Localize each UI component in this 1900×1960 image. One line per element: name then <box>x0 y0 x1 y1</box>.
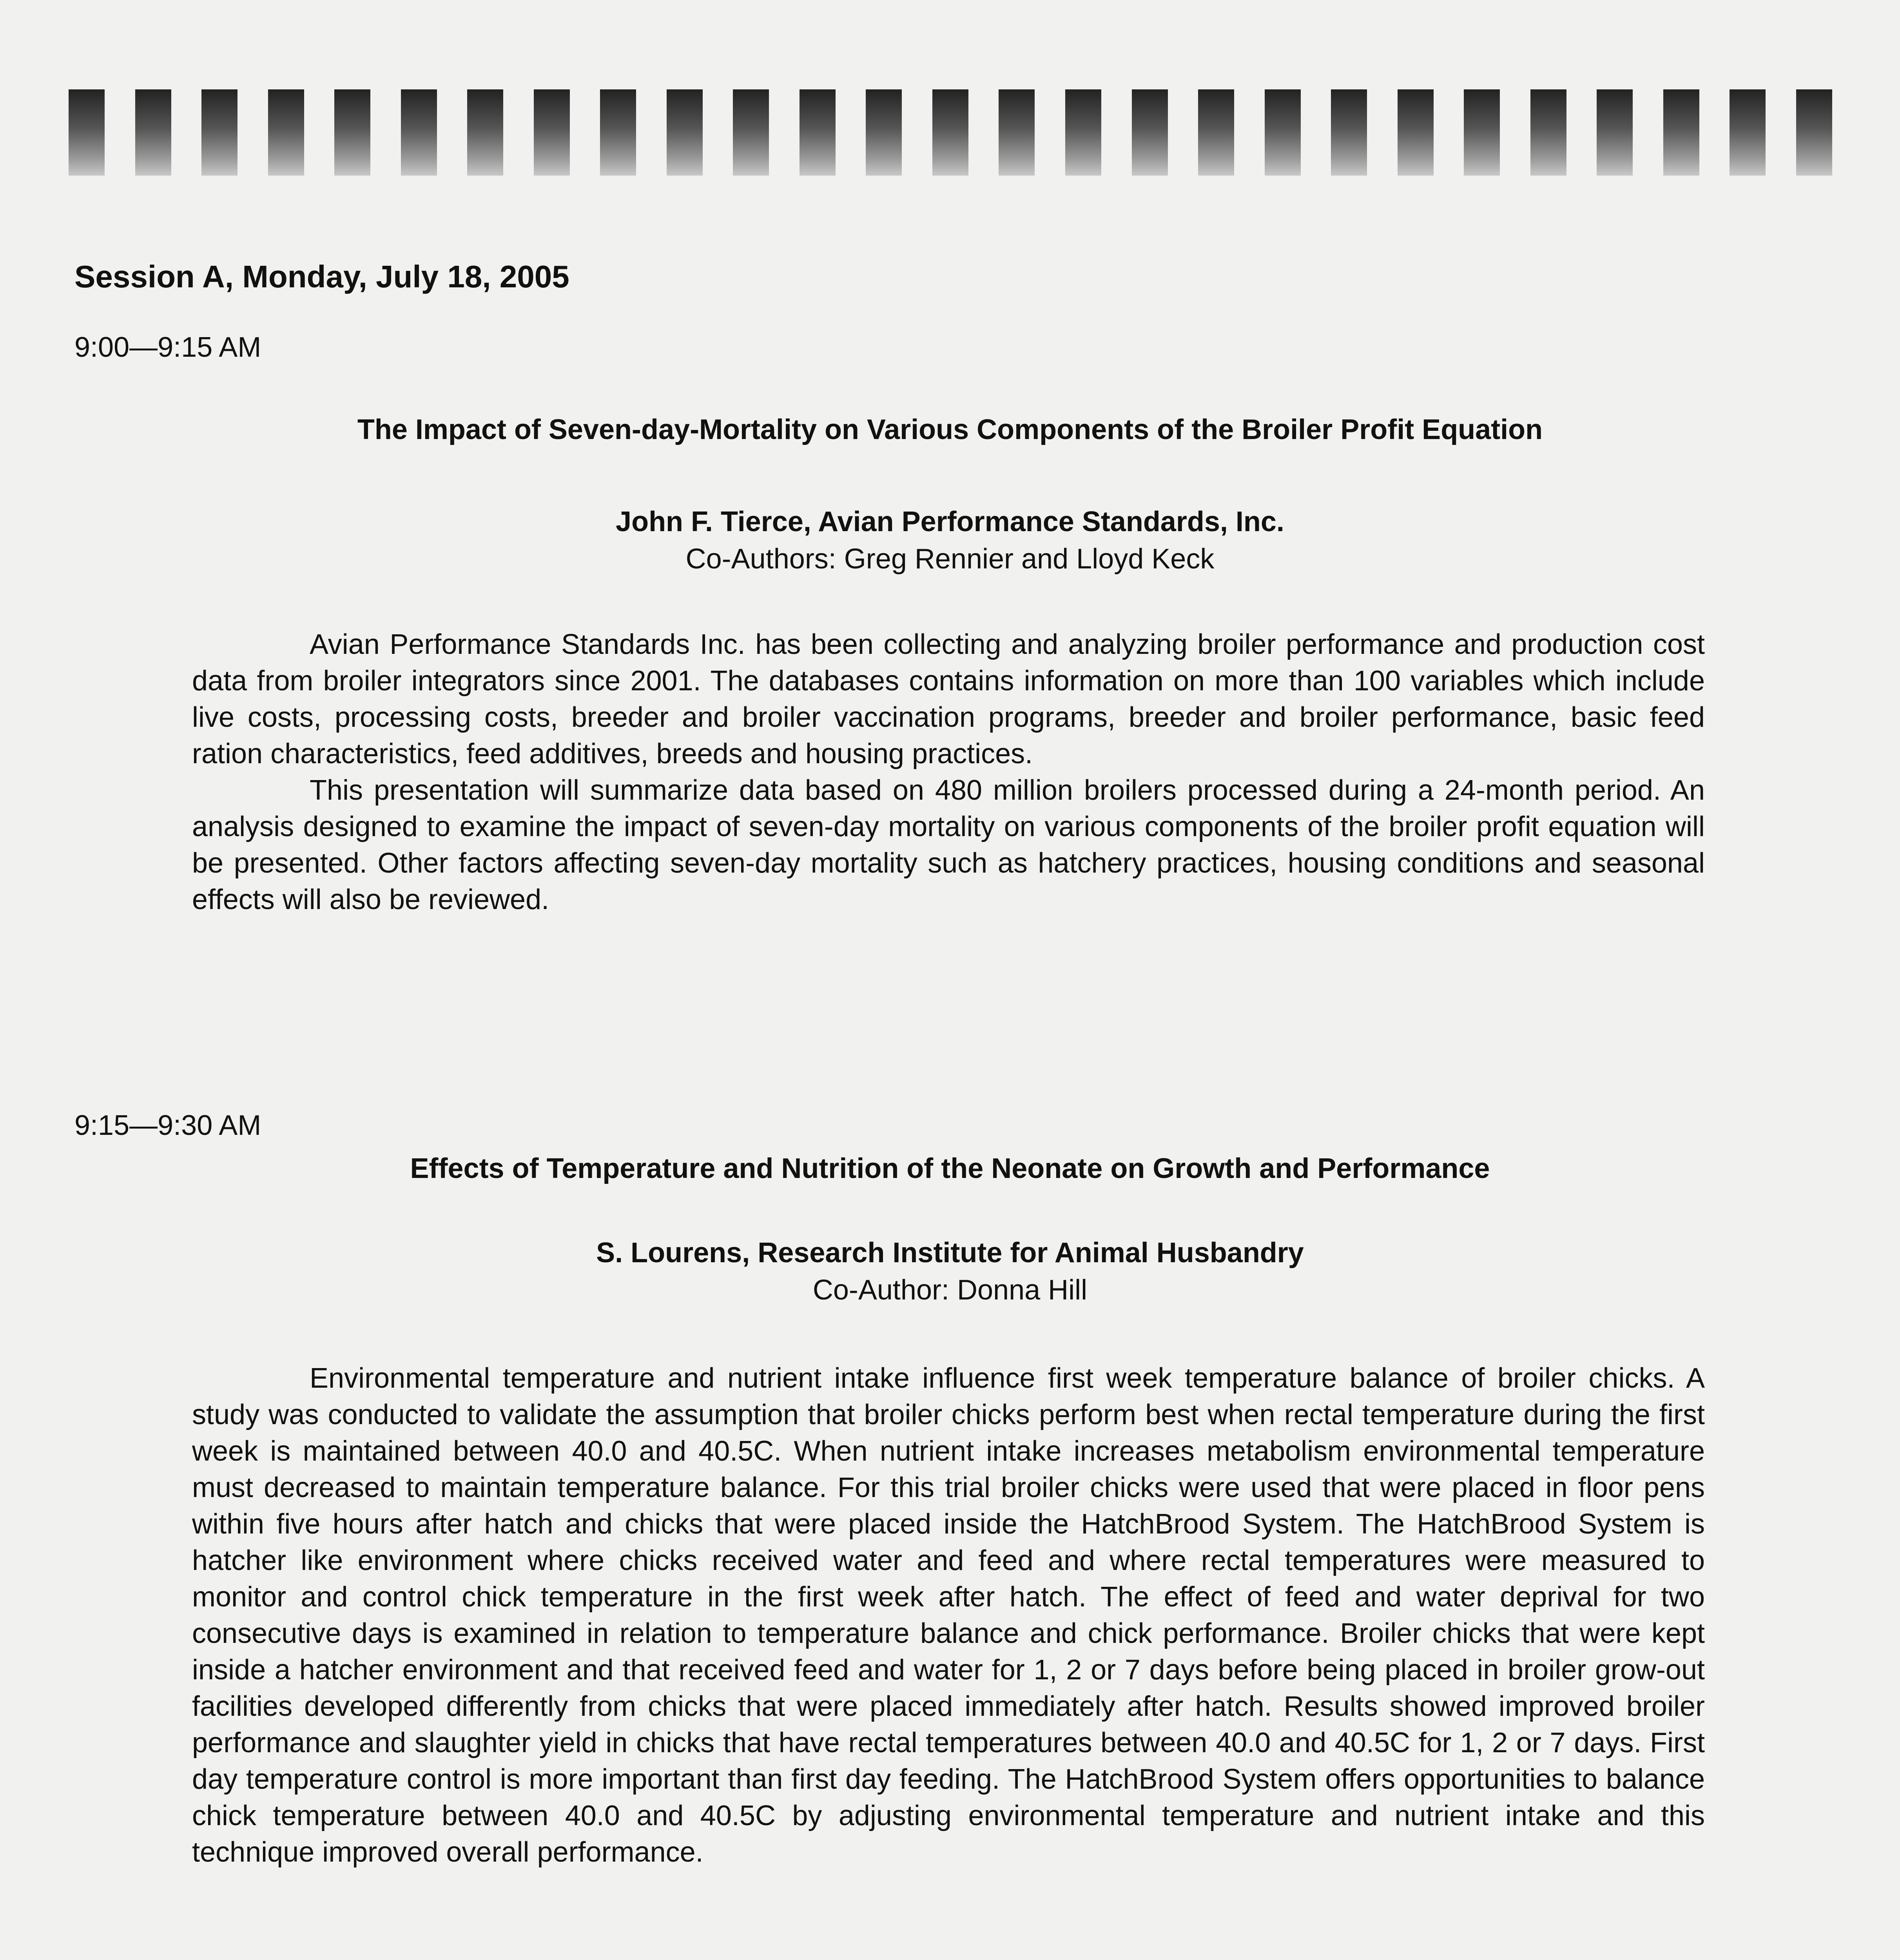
talk-1-title: The Impact of Seven-day-Mortality on Various Components of the Broiler Profit Equation <box>357 414 1543 445</box>
talk-2-paragraph-1: Environmental temperature and nutrient intake influence first week temperature balance of broiler chicks. A study was conducted to validate the assumption that broiler chicks perform best when rectal temperature during the first week is maintained between 40.0 and 40.5C. When nutrient intake increases metabolism environmental temperature must decreased to maintain temperature balance. For this trial broiler chicks were used that were placed in floor pens within five hours after hatch and chicks that were placed inside the HatchBrood System. The HatchBrood System is hatcher like environment where chicks received water and feed and where rectal temperatures were measured to monitor and control chick temperature in the first week after hatch. The effect of feed and water deprival for two consecutive days is examined in relation to temperature balance and chick performance. Broiler chicks that were kept inside a hatcher environment and that received feed and water for 1, 2 or 7 days before being placed in broiler grow-out facilities developed differently from chicks that were placed immediately after hatch. Results showed improved broiler performance and slaughter yield in chicks that have rectal temperatures between 40.0 and 40.5C for 1, 2 or 7 days. First day temperature control is more important than first day feeding. The HatchBrood System offers opportunities to balance chick temperature between 40.0 and 40.5C by adjusting environmental temperature and nutrient intake and this technique improved overall performance. <box>192 1363 1705 1868</box>
talk-2-abstract <box>192 1360 1705 1871</box>
talk-2-coauthors: Co-Author: Donna Hill <box>812 1274 1088 1306</box>
talk-1-coauthors: Co-Authors: Greg Rennier and Lloyd Keck <box>685 543 1215 575</box>
talk-2-time: 9:15—9:30 AM <box>74 1110 261 1141</box>
talk-2-author: S. Lourens, Research Institute for Animal Husbandry <box>596 1237 1304 1269</box>
talk-1-abstract <box>192 626 1705 918</box>
decorative-header-bar <box>69 89 1832 176</box>
talk-1-paragraph-1: Avian Performance Standards Inc. has been collecting and analyzing broiler performance and production cost data from broiler integrators since 2001. The databases contains information on more than 100 variables which include live costs, processing costs, breeder and broiler vaccination programs, breeder and broiler performance, basic feed ration characteristics, feed additives, breeds and housing practices. <box>192 629 1705 769</box>
talk-1-time: 9:00—9:15 AM <box>74 332 261 363</box>
talk-2-title: Effects of Temperature and Nutrition of the Neonate on Growth and Performance <box>410 1153 1490 1184</box>
talk-1-paragraph-2: This presentation will summarize data based on 480 million broilers processed during a 24-month period. An analysis designed to examine the impact of seven-day mortality on various components of the broiler profit equation will be presented. Other factors affecting seven-day mortality such as hatchery practices, housing conditions and seasonal effects will also be reviewed. <box>192 775 1705 915</box>
talk-1-author: John F. Tierce, Avian Performance Standards, Inc. <box>616 506 1284 537</box>
session-title: Session A, Monday, July 18, 2005 <box>74 259 569 294</box>
